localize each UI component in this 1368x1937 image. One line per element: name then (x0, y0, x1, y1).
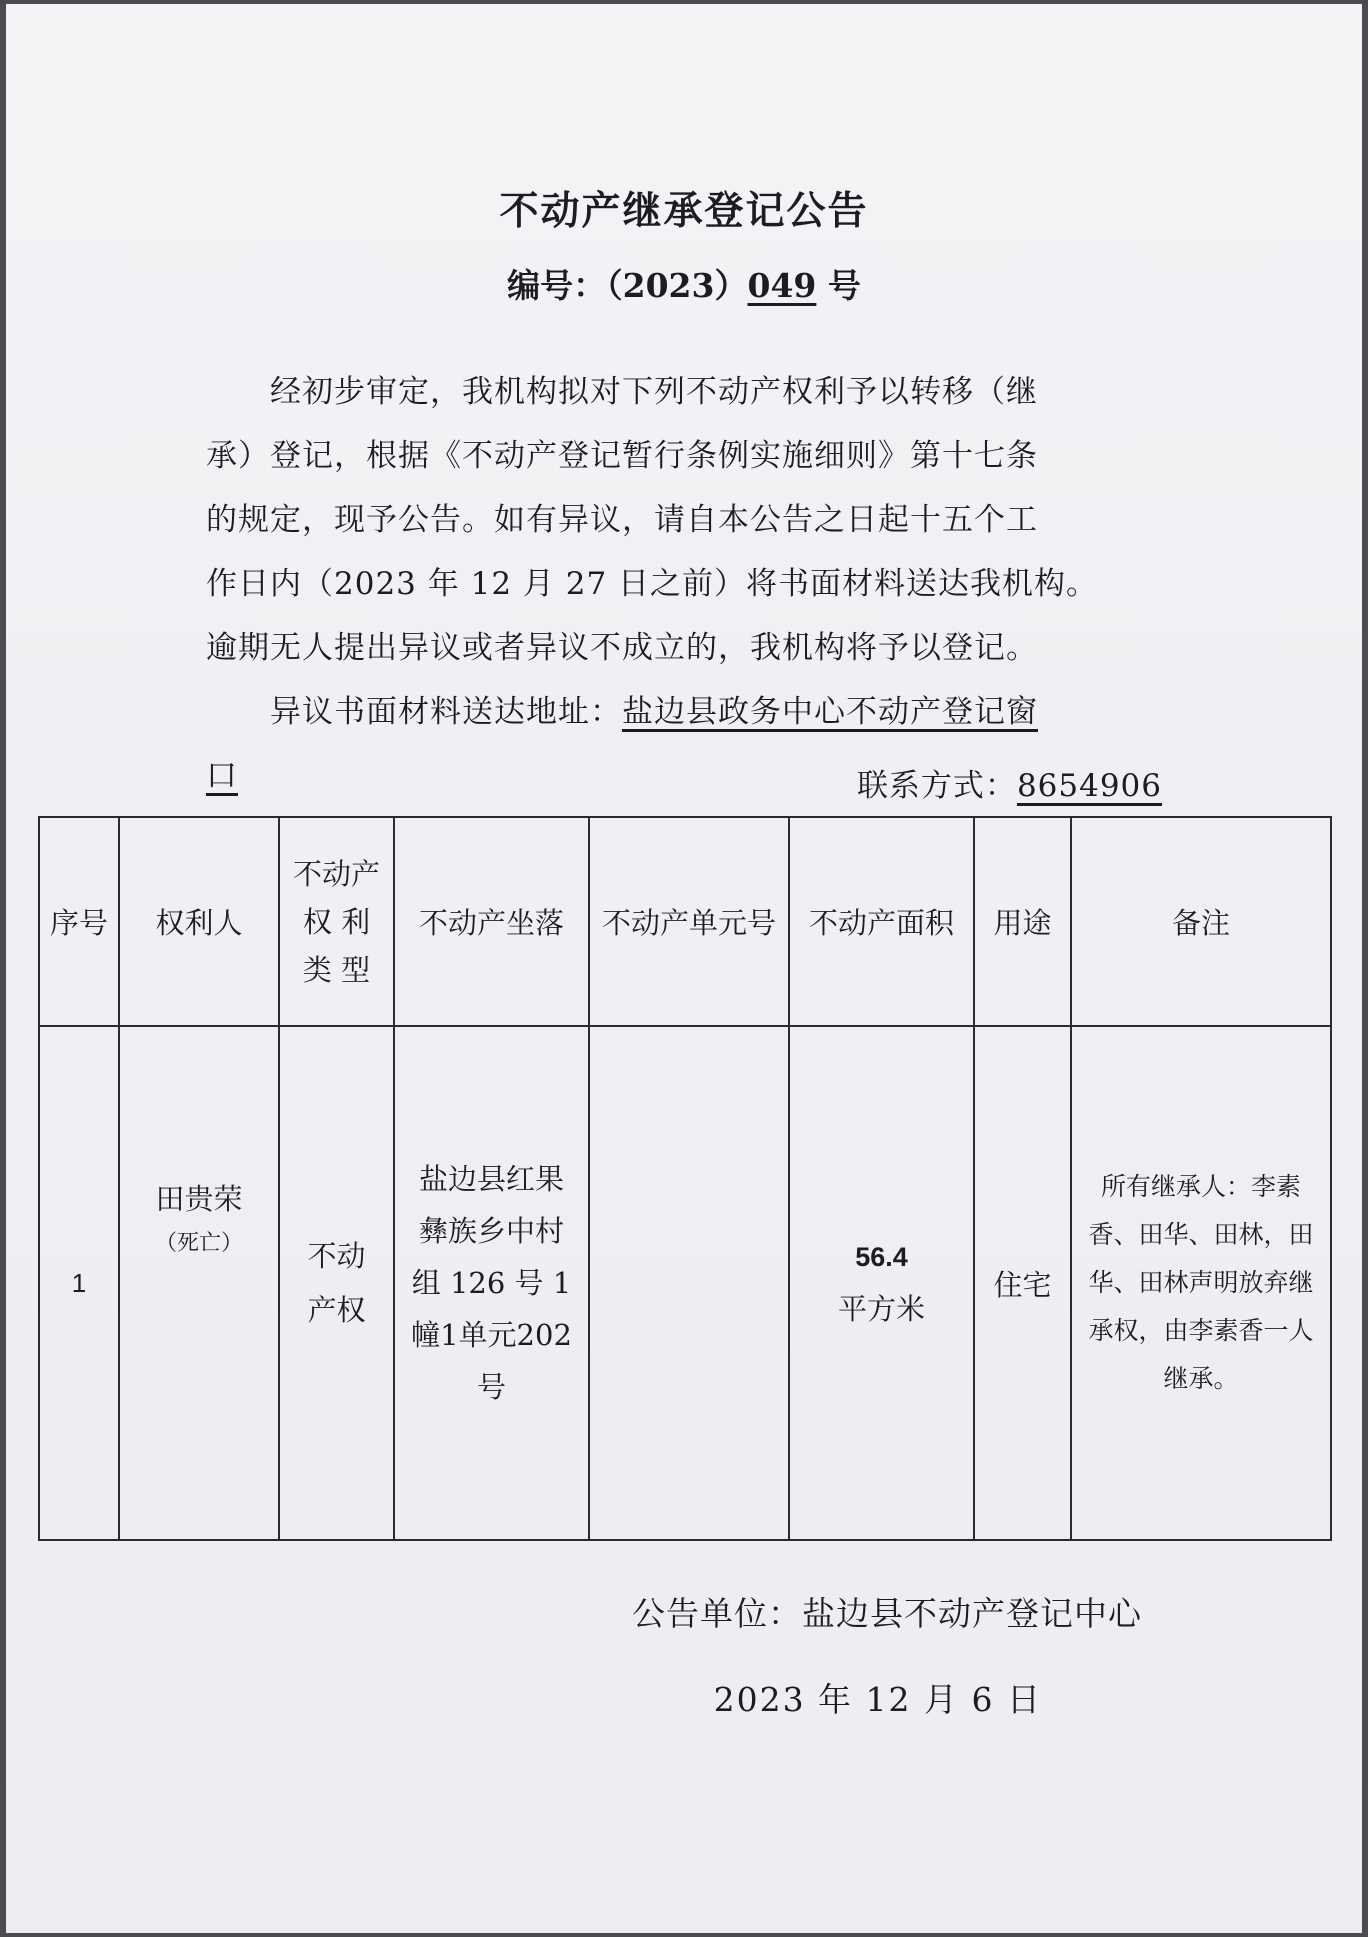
issuer-line (632, 1588, 1142, 1635)
body-line-3: 的规定，现予公告。如有异议，请自本公告之日起十五个工 (206, 502, 1038, 538)
header-type-line-3: 类 型 (302, 952, 371, 987)
area-unit: 平方米 (837, 1292, 925, 1326)
contact-line (857, 760, 1162, 805)
cell-holder (119, 1026, 279, 1540)
header-type-line-1: 不动产 (292, 856, 380, 891)
cell-remark: 所有继承人：李素香、田华、田林，田华、田林声明放弃继承权，由李素香一人继承。 (1071, 1026, 1331, 1540)
header-remark: 备注 (1071, 817, 1331, 1026)
address-label: 异议书面材料送达地址： (270, 694, 622, 730)
doc-no-prefix: 编号：（2023） (507, 266, 748, 305)
cell-seq: 1 (39, 1026, 119, 1540)
table-header-row (39, 817, 1331, 1026)
notice-date: 2023 年 12 月 6 日 (713, 1680, 1042, 1719)
notice-title: 不动产继承登记公告 (499, 188, 869, 234)
contact-value: 8654906 (1016, 768, 1162, 804)
notice-paper (6, 4, 1362, 1933)
header-area: 不动产面积 (789, 817, 974, 1026)
body-line-1: 经初步审定，我机构拟对下列不动产权利予以转移（继 (270, 374, 1038, 410)
address-value-1: 盐边县政务中心不动产登记窗 (622, 694, 1038, 730)
header-holder: 权利人 (119, 817, 279, 1026)
property-table (38, 816, 1332, 1541)
contact-label: 联系方式： (856, 768, 1017, 804)
header-unit-no: 不动产单元号 (589, 817, 789, 1026)
type-line-2: 产权 (307, 1293, 366, 1327)
area-value: 56.4 (855, 1242, 908, 1272)
cell-right-type (279, 1026, 394, 1540)
holder-status: （死亡） (154, 1231, 243, 1256)
header-location: 不动产坐落 (394, 817, 589, 1026)
header-use: 用途 (974, 817, 1071, 1026)
body-line-5: 逾期无人提出异议或者异议不成立的，我机构将予以登记。 (206, 630, 1038, 666)
issuer-label: 公告单位： (632, 1594, 802, 1633)
doc-no-number: 049 (747, 266, 817, 305)
objection-address (206, 680, 1170, 744)
cell-area (789, 1026, 974, 1540)
cell-use: 住宅 (974, 1026, 1071, 1540)
cell-unit-no (589, 1026, 789, 1540)
address-value-2: 口 (206, 758, 238, 794)
document-number (6, 260, 1362, 307)
cell-location: 盐边县红果彝族乡中村组 126 号 1 幢1单元202号 (394, 1026, 589, 1540)
issuer-value: 盐边县不动产登记中心 (802, 1594, 1142, 1633)
body-line-4: 作日内（2023 年 12 月 27 日之前）将书面材料送达我机构。 (206, 566, 1099, 602)
body-line-2: 承）登记，根据《不动产登记暂行条例实施细则》第十七条 (206, 438, 1038, 474)
doc-no-suffix: 号 (816, 266, 861, 305)
type-line-1: 不动 (307, 1239, 366, 1273)
holder-name: 田贵荣 (155, 1182, 243, 1216)
header-right-type (279, 817, 394, 1026)
header-seq: 序号 (39, 817, 119, 1026)
header-type-line-2: 权 利 (302, 904, 371, 939)
notice-body (206, 360, 1170, 808)
table-row (39, 1026, 1331, 1540)
